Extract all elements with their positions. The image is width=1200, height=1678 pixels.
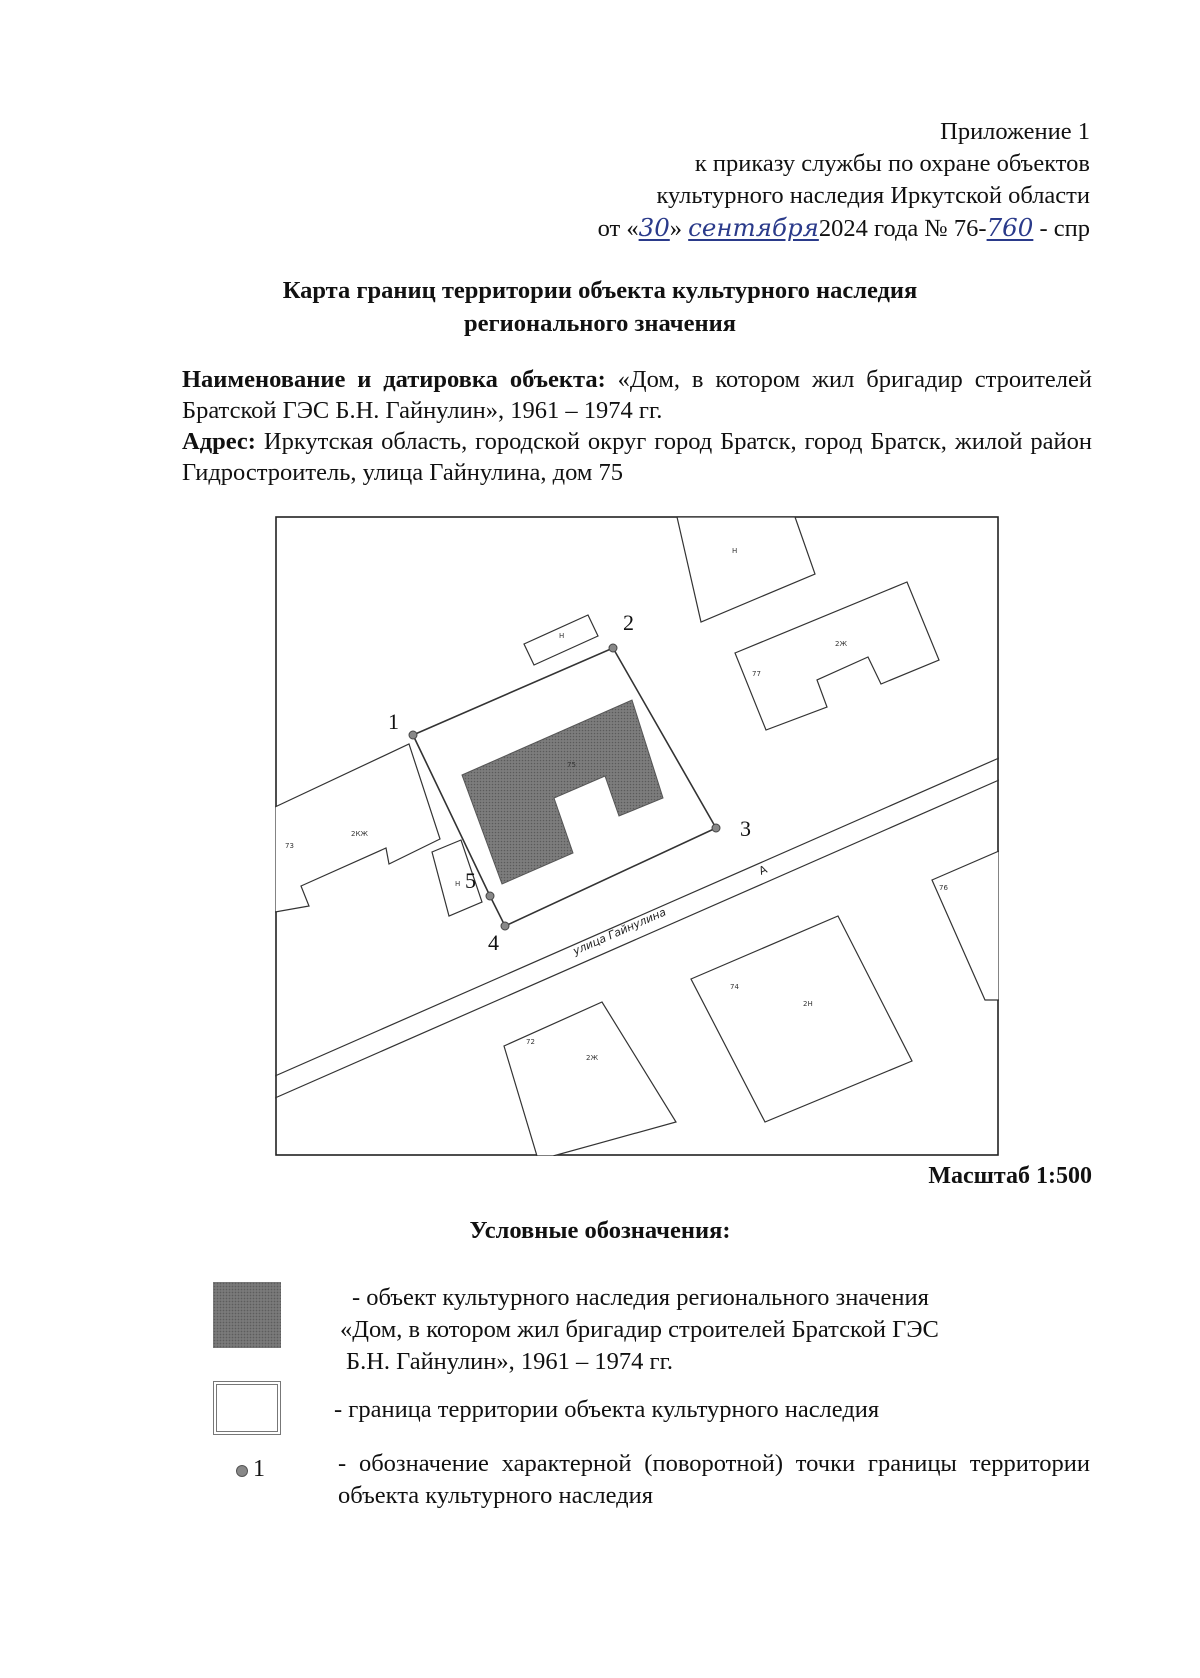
address-value: Иркутская область, городской округ город Братск, город Братск, жилой район Гидростроитель, улица Гайнулина, дом 75 xyxy=(182,428,1093,486)
object-name-paragraph xyxy=(182,364,1092,426)
address-label: Адрес: xyxy=(182,428,256,455)
label-house-72-number: 72 xyxy=(526,1038,535,1046)
boundary-point-label-5: 5 xyxy=(465,868,476,893)
legend-heritage-object-text xyxy=(340,1282,1100,1378)
street-marker: А xyxy=(756,862,770,878)
date-sep: » xyxy=(669,215,683,242)
object-name-label: Наименование и датировка объекта: xyxy=(182,366,606,393)
label-house-74-number: 74 xyxy=(730,983,739,991)
label-building-small-south: Н xyxy=(455,880,461,888)
label-house-77-number: 77 xyxy=(752,670,761,678)
boundary-point-3 xyxy=(712,824,720,832)
boundary-point-label-2: 2 xyxy=(623,610,634,635)
legend-swatch-boundary xyxy=(213,1381,281,1435)
boundary-point-5 xyxy=(486,892,494,900)
date-suffix: - спр xyxy=(1033,215,1090,242)
legend-object-line-3: Б.Н. Гайнулин», 1961 – 1974 гг. xyxy=(346,1348,673,1375)
legend-swatch-heritage-object xyxy=(213,1282,281,1348)
legend-swatch-point xyxy=(236,1465,248,1477)
boundary-point-4 xyxy=(501,922,509,930)
map-scale: Масштаб 1:500 xyxy=(928,1163,1092,1189)
title-line-1: Карта границ территории объекта культурного наследия xyxy=(282,277,918,304)
label-building-top: Н xyxy=(732,547,738,555)
boundary-point-label-1: 1 xyxy=(388,709,399,734)
label-house-77-type: 2Ж xyxy=(835,640,847,648)
label-house-76-number: 76 xyxy=(939,884,948,892)
appendix-line-2: к приказу службы по охране объектов xyxy=(694,150,1090,177)
appendix-line-3: культурного наследия Иркутской области xyxy=(656,182,1090,209)
legend-object-line-2: «Дом, в котором жил бригадир строителей Братской ГЭС xyxy=(340,1316,939,1343)
date-prefix: от « xyxy=(597,215,639,242)
street-label: улица Гайнулина xyxy=(570,905,669,958)
appendix-header xyxy=(598,116,1090,245)
date-day-handwritten: 30 xyxy=(638,213,670,242)
legend-boundary-text: - граница территории объекта культурного наследия xyxy=(334,1396,880,1423)
appendix-date-line xyxy=(598,212,1090,245)
label-house-73-type: 2КЖ xyxy=(351,830,368,838)
label-house-73-number: 73 xyxy=(285,842,294,850)
boundary-point-2 xyxy=(609,644,617,652)
title-line-2: регионального значения xyxy=(464,310,736,337)
appendix-line-1: Приложение 1 xyxy=(940,118,1090,145)
boundary-map xyxy=(275,516,999,1156)
boundary-point-label-3: 3 xyxy=(740,816,751,841)
order-number-handwritten: 760 xyxy=(986,213,1034,242)
label-house-74-type: 2Н xyxy=(803,1000,813,1008)
legend-object-line-1: - объект культурного наследия регионального значения xyxy=(352,1284,929,1311)
date-year: 2024 года № 76- xyxy=(818,215,987,242)
legend-title: Условные обозначения: xyxy=(469,1217,731,1244)
object-name-value: «Дом, в котором жил бригадир строителей Братской ГЭС Б.Н. Гайнулин», 1961 – 1974 гг. xyxy=(182,366,1092,424)
label-main-building-number: 75 xyxy=(567,761,576,769)
boundary-point-1 xyxy=(409,731,417,739)
document-title xyxy=(0,274,1200,340)
label-house-72-type: 2Ж xyxy=(586,1054,598,1062)
address-paragraph xyxy=(182,426,1092,488)
date-month-handwritten: сентября xyxy=(688,213,819,242)
boundary-point-label-4: 4 xyxy=(488,930,499,955)
legend-point-text: - обозначение характерной (поворотной) точки границы территории объекта культурного наследия xyxy=(338,1450,1090,1509)
legend-point-label: 1 xyxy=(253,1456,265,1482)
label-building-small-north: Н xyxy=(559,632,565,640)
